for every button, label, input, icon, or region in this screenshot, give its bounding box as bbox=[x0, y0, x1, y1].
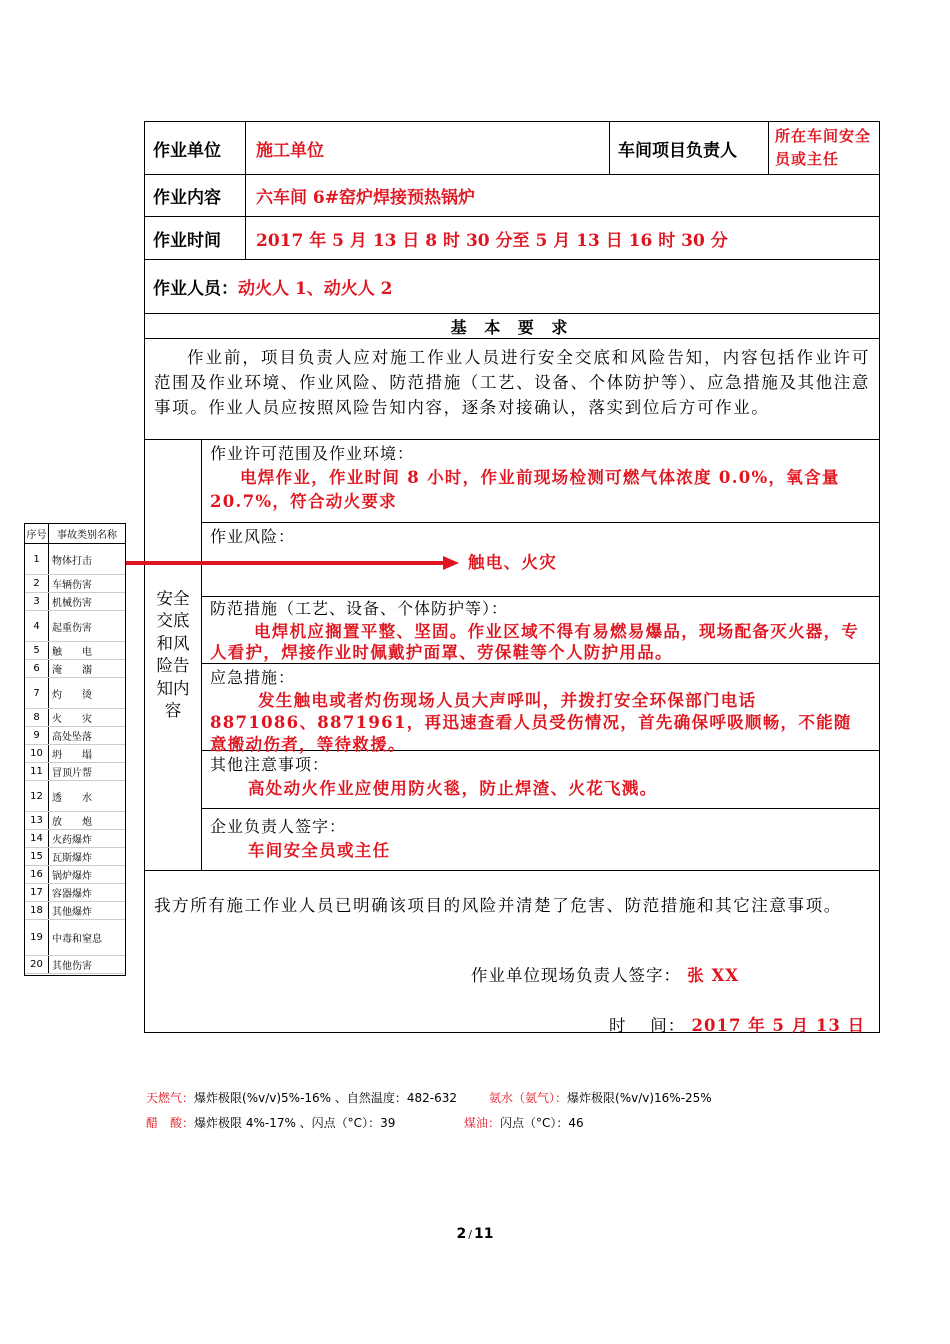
accident-header-name: 事故类别名称 bbox=[57, 530, 117, 541]
accident-row-name: 其他伤害 bbox=[52, 961, 92, 972]
note-kerosene bbox=[464, 1114, 584, 1131]
time-value: 2017 年 5 月 13 日 8 时 30 分至 5 月 13 日 16 时 30 分 bbox=[256, 230, 728, 251]
accident-row-num: 19 bbox=[25, 920, 49, 955]
confirmation-block bbox=[145, 871, 879, 1035]
unit-label: 作业单位 bbox=[145, 122, 246, 174]
other-text: 高处动火作业应使用防火毯，防止焊渣、火花飞溅。 bbox=[248, 779, 658, 798]
accident-row-num: 7 bbox=[25, 678, 49, 708]
leader-sign-value: 张 XX bbox=[687, 966, 740, 985]
accident-row bbox=[25, 884, 125, 902]
accident-row bbox=[25, 642, 125, 660]
accident-row-name: 透 水 bbox=[52, 792, 92, 804]
accident-row-num: 13 bbox=[25, 812, 49, 829]
accident-row-name: 灼 烫 bbox=[52, 689, 92, 701]
accident-row-num: 8 bbox=[25, 709, 49, 726]
leader-sign-label: 作业单位现场负责人签字： bbox=[471, 966, 681, 985]
accident-row-num: 4 bbox=[25, 611, 49, 641]
accident-row-name: 其他爆炸 bbox=[52, 907, 92, 918]
accident-row bbox=[25, 660, 125, 678]
note-ammonia-label: 氨水（氨气）： bbox=[489, 1091, 568, 1105]
accident-header-num: 序号 bbox=[25, 524, 49, 543]
accident-row-name: 火 灾 bbox=[52, 714, 92, 725]
content-row bbox=[145, 175, 879, 217]
measures-section bbox=[202, 597, 879, 664]
accident-row bbox=[25, 611, 125, 642]
page-current: 2 bbox=[456, 1226, 467, 1242]
workers-value: 动火人 1、动火人 2 bbox=[238, 279, 393, 299]
accident-row bbox=[25, 745, 125, 763]
accident-row-num: 12 bbox=[25, 781, 49, 811]
accident-row-num: 16 bbox=[25, 866, 49, 883]
accident-row bbox=[25, 956, 125, 974]
accident-row-num: 11 bbox=[25, 763, 49, 780]
accident-row-name: 高处坠落 bbox=[52, 732, 92, 743]
accident-row bbox=[25, 763, 125, 781]
accident-row-num: 3 bbox=[25, 593, 49, 610]
accident-row-name: 触 电 bbox=[52, 647, 92, 658]
confirm-time-label: 时 间： bbox=[609, 1016, 686, 1035]
unit-row bbox=[145, 122, 879, 175]
accident-row-name: 火药爆炸 bbox=[52, 835, 92, 846]
accident-row-name: 坍 塌 bbox=[52, 750, 92, 761]
time-row bbox=[145, 217, 879, 260]
page-total: 11 bbox=[473, 1226, 494, 1242]
accident-row-num: 10 bbox=[25, 745, 49, 762]
accident-row bbox=[25, 920, 125, 956]
disclosure-block bbox=[145, 440, 879, 871]
risk-text: 触电、火灾 bbox=[468, 553, 557, 572]
emergency-text: 发生触电或者灼伤现场人员大声呼叫，并拨打安全环保部门电话 8871086、8871961，再迅速查看人员受伤情况，首先确保呼吸顺畅，不能随意搬动伤者，等待救援。 bbox=[210, 691, 852, 754]
work-permit-form bbox=[144, 121, 880, 1033]
accident-row-name: 放 炮 bbox=[52, 817, 92, 828]
accident-row bbox=[25, 709, 125, 727]
page-number bbox=[0, 1226, 950, 1242]
manager-value: 所在车间安全员或主任 bbox=[775, 127, 872, 168]
note-gas-text: 爆炸极限(%v/v)5%-16% 、自然温度：482-632 bbox=[194, 1091, 458, 1105]
note-gas bbox=[146, 1089, 457, 1106]
accident-row-num: 17 bbox=[25, 884, 49, 901]
scope-section bbox=[202, 440, 879, 523]
accident-type-table bbox=[24, 523, 126, 976]
emergency-heading: 应急措施： bbox=[210, 668, 296, 687]
scope-heading: 作业许可范围及作业环境： bbox=[210, 444, 415, 463]
accident-row-name: 中毒和窒息 bbox=[52, 934, 102, 945]
disclosure-side-label: 安全交底和风险告知内容 bbox=[156, 588, 190, 720]
note-acetic bbox=[146, 1114, 395, 1131]
manager-label: 车间项目负责人 bbox=[610, 122, 769, 174]
accident-row-name: 车辆伤害 bbox=[52, 580, 92, 591]
confirmation-text: 我方所有施工作业人员已明确该项目的风险并清楚了危害、防范措施和其它注意事项。 bbox=[154, 896, 842, 915]
accident-row-num: 15 bbox=[25, 848, 49, 865]
accident-row-num: 18 bbox=[25, 902, 49, 919]
accident-row bbox=[25, 902, 125, 920]
sign-section bbox=[202, 809, 879, 871]
risk-arrow bbox=[125, 555, 460, 571]
accident-row bbox=[25, 678, 125, 709]
accident-row-name: 锅炉爆炸 bbox=[52, 871, 92, 882]
accident-row bbox=[25, 781, 125, 812]
accident-row-name: 淹 溺 bbox=[52, 665, 92, 676]
accident-row bbox=[25, 812, 125, 830]
note-acetic-label: 醋 酸： bbox=[146, 1116, 195, 1130]
accident-row-num: 2 bbox=[25, 575, 49, 592]
accident-row-num: 9 bbox=[25, 727, 49, 744]
requirements-row bbox=[145, 339, 879, 440]
requirements-text: 作业前，项目负责人应对施工作业人员进行安全交底和风险告知，内容包括作业许可范围及作业环境、作业风险、防范措施（工艺、设备、个体防护等）、应急措施及其他注意事项。作业人员应按照风险告知内容，逐条对接确认，落实到位后方可作业。 bbox=[154, 348, 870, 417]
accident-row bbox=[25, 866, 125, 884]
other-heading: 其他注意事项： bbox=[210, 755, 330, 774]
scope-text: 电焊作业，作业时间 8 小时，作业前现场检测可燃气体浓度 0.0%，氧含量 20.7%，符合动火要求 bbox=[210, 468, 840, 511]
content-value: 六车间 6#窑炉焊接预热锅炉 bbox=[256, 188, 475, 208]
accident-row-name: 机械伤害 bbox=[52, 598, 92, 609]
measures-text: 电焊机应搁置平整、坚固。作业区域不得有易燃易爆品，现场配备灭火器，专人看护，焊接作业时佩戴护面罩、劳保鞋等个人防护用品。 bbox=[210, 622, 860, 662]
note-kerosene-text: 闪点（°C）：46 bbox=[500, 1116, 584, 1130]
workers-row bbox=[145, 260, 879, 314]
note-kerosene-label: 煤油： bbox=[464, 1116, 501, 1130]
accident-row-name: 物体打击 bbox=[52, 555, 92, 567]
note-acetic-text: 爆炸极限 4%-17% 、闪点（°C）：39 bbox=[194, 1116, 396, 1130]
accident-row bbox=[25, 848, 125, 866]
confirm-time-value: 2017 年 5 月 13 日 bbox=[691, 1016, 866, 1035]
note-gas-label: 天燃气： bbox=[146, 1091, 195, 1105]
risk-heading: 作业风险： bbox=[210, 527, 296, 546]
accident-row-num: 1 bbox=[25, 544, 49, 574]
accident-row bbox=[25, 544, 125, 575]
accident-row-num: 5 bbox=[25, 642, 49, 659]
accident-row bbox=[25, 727, 125, 745]
accident-row-num: 6 bbox=[25, 660, 49, 677]
accident-table-header bbox=[25, 524, 125, 544]
emergency-section bbox=[202, 664, 879, 754]
accident-row bbox=[25, 593, 125, 611]
accident-row-name: 起重伤害 bbox=[52, 622, 92, 634]
accident-row-name: 瓦斯爆炸 bbox=[52, 853, 92, 864]
sign-text: 车间安全员或主任 bbox=[248, 841, 391, 860]
sign-heading: 企业负责人签字： bbox=[210, 817, 347, 836]
workers-label: 作业人员： bbox=[153, 279, 238, 299]
note-ammonia-text: 爆炸极限(%v/v)16%-25% bbox=[567, 1091, 712, 1105]
other-section bbox=[202, 751, 879, 809]
accident-row bbox=[25, 830, 125, 848]
measures-heading: 防范措施（工艺、设备、个体防护等）： bbox=[210, 599, 509, 618]
content-label: 作业内容 bbox=[145, 175, 246, 216]
unit-value: 施工单位 bbox=[246, 122, 610, 174]
accident-row-name: 冒顶片帮 bbox=[52, 768, 92, 779]
requirements-title: 基 本 要 求 bbox=[450, 317, 574, 337]
page-separator: / bbox=[468, 1228, 472, 1241]
requirements-title-row bbox=[145, 314, 879, 339]
time-label: 作业时间 bbox=[145, 217, 246, 259]
accident-row-name: 容器爆炸 bbox=[52, 889, 92, 900]
accident-row bbox=[25, 575, 125, 593]
note-ammonia bbox=[489, 1089, 712, 1106]
accident-row-num: 20 bbox=[25, 956, 49, 973]
accident-row-num: 14 bbox=[25, 830, 49, 847]
